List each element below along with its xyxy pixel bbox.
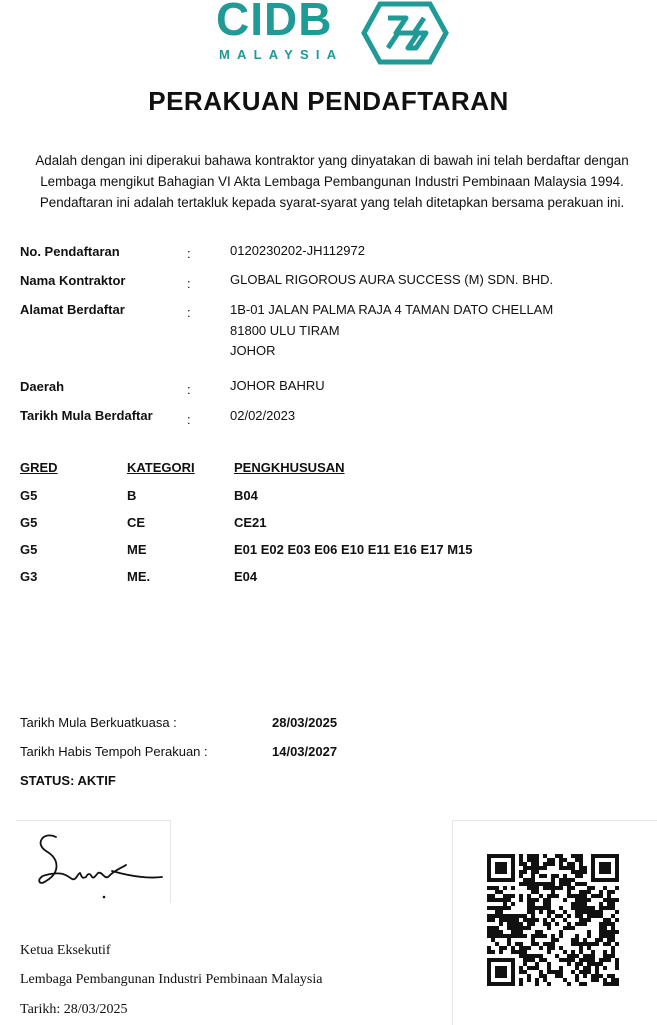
district-label: Daerah — [20, 379, 65, 394]
intro-line: Adalah dengan ini diperakui bahawa kontraktor yang dinyatakan di bawah ini telah berdaftar dengan — [35, 153, 629, 168]
category-header: KATEGORI — [127, 460, 195, 475]
address-line: JOHOR — [230, 343, 276, 358]
intro-paragraph — [14, 150, 650, 213]
address-label: Alamat Berdaftar — [20, 302, 125, 317]
table-cell: G5 — [20, 542, 38, 557]
intro-line: Pendaftaran ini adalah tertakluk kepada syarat-syarat yang telah ditetapkan bersama perakuan ini. — [39, 195, 625, 210]
effective-date-label: Tarikh Mula Berkuatkuasa : — [20, 715, 177, 730]
page-title: PERAKUAN PENDAFTARAN — [148, 86, 509, 116]
table-cell: ME. — [127, 569, 151, 584]
contractor-name-label: Nama Kontraktor — [20, 273, 126, 288]
colon: : — [187, 305, 191, 320]
grade-header: GRED — [20, 460, 58, 475]
table-cell: B — [127, 488, 137, 503]
table-cell: G5 — [20, 515, 38, 530]
address-line: 1B-01 JALAN PALMA RAJA 4 TAMAN DATO CHELLAM — [230, 302, 554, 317]
district-value: JOHOR BAHRU — [230, 378, 325, 393]
logo-hexagon-icon — [358, 0, 450, 66]
table-cell: E04 — [234, 569, 258, 584]
contractor-name-value: GLOBAL RIGOROUS AURA SUCCESS (M) SDN. BHD. — [230, 272, 554, 287]
logo-country: MALAYSIA — [219, 47, 344, 62]
colon: : — [187, 412, 191, 427]
start-date-value: 02/02/2023 — [230, 408, 296, 423]
qr-code-icon — [487, 854, 619, 986]
status-text: STATUS: AKTIF — [20, 773, 116, 788]
reg-no-label: No. Pendaftaran — [20, 244, 120, 259]
cidb-logo — [214, 0, 454, 66]
table-cell: CE21 — [234, 515, 267, 530]
logo-wordmark: CIDB — [216, 0, 333, 45]
specialisation-header: PENGKHUSUSAN — [234, 460, 345, 475]
table-cell: G3 — [20, 569, 38, 584]
colon: : — [187, 276, 191, 291]
reg-no-value: 0120230202-JH112972 — [230, 243, 365, 258]
signatory-title: Ketua Eksekutif — [20, 943, 111, 958]
signature-image — [16, 821, 170, 903]
table-cell: E01 E02 E03 E06 E10 E11 E16 E17 M15 — [234, 542, 473, 557]
colon: : — [187, 382, 191, 397]
expiry-date-value: 14/03/2027 — [272, 744, 338, 759]
effective-date-value: 28/03/2025 — [272, 715, 338, 730]
signature-box — [16, 820, 171, 903]
table-cell: ME — [127, 542, 147, 557]
address-line: 81800 ULU TIRAM — [230, 322, 340, 338]
table-cell: G5 — [20, 488, 38, 503]
expiry-date-label: Tarikh Habis Tempoh Perakuan : — [20, 744, 208, 759]
address-value — [230, 300, 553, 362]
table-cell: CE — [127, 515, 146, 530]
start-date-label: Tarikh Mula Berdaftar — [20, 408, 153, 423]
table-cell: B04 — [234, 488, 258, 503]
intro-line: Lembaga mengikut Bahagian VI Akta Lembaga Pembangunan Industri Pembinaan Malaysia 1994. — [40, 174, 624, 189]
signatory-organisation: Lembaga Pembangunan Industri Pembinaan Malaysia — [20, 972, 323, 987]
signatory-date: Tarikh: 28/03/2025 — [20, 1002, 128, 1017]
colon: : — [187, 246, 191, 261]
